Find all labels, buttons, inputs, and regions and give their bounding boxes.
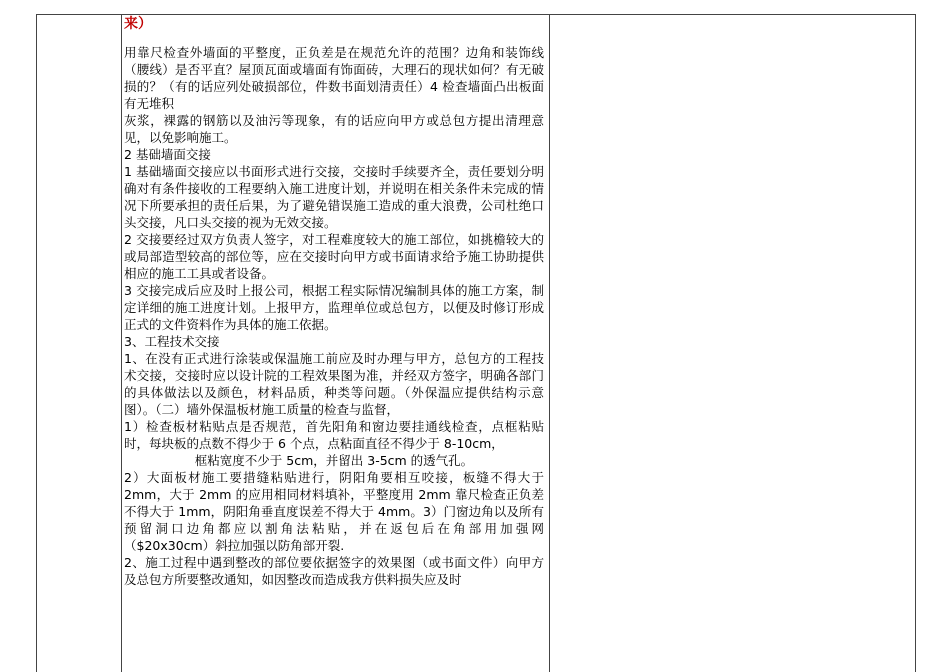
subheading: 3、工程技术交接	[124, 334, 220, 349]
paragraph-centered: 框粘宽度不少于 5cm，并留出 3-5cm 的透气孔。	[194, 453, 474, 468]
paragraph: 灰浆，裸露的钢筋以及油污等现象，有的话应向甲方或总包方提出清理意见，以免影响施工。	[124, 113, 544, 145]
paragraph: 用靠尺检查外墙面的平整度，正负差是在规范允许的范围？边角和装饰线（腰线）是否平直？屋顶瓦面或墙面有饰面砖，大理石的现状如何？有无破损的？（有的话应列处破损部位，件数书面划清责任）4 检查墙面凸出板面有无堆积	[124, 45, 544, 111]
paragraph: 1、在没有正式进行涂装或保温施工前应及时办理与甲方，总包方的工程技术交接，交接时应以设计院的工程效果图为准，并经双方签字，明确各部门的具体做法以及颜色，材料品质，种类等问题。（外保温应提供结构示意图）。（二）墙外保温板材施工质量的检查与监督，	[124, 351, 544, 417]
paragraph: 2、施工过程中遇到整改的部位要依据签字的效果图（或书面文件）向甲方及总包方所要整改通知，如因整改而造成我方供料损失应及时	[124, 555, 544, 587]
table-column-divider-left	[121, 15, 122, 672]
section-heading-fragment: 来）	[124, 16, 152, 32]
paragraph: 2 交接要经过双方负责人签字，对工程难度较大的施工部位，如挑檐较大的或局部造型较高的部位等，应在交接时向甲方或书面请求给予施工协助提供相应的施工工具或者设备。	[124, 232, 544, 281]
paragraph: 1）检查板材粘贴点是否规范，首先阳角和窗边要挂通线检查，点框粘贴时，每块板的点数不得少于 6 个点，点粘面直径不得少于 8-10cm，	[124, 419, 544, 451]
paragraph: 1 基础墙面交接应以书面形式进行交接，交接时手续要齐全，责任要划分明确对有条件接收的工程要纳入施工进度计划，并说明在相关条件未完成的情况下所要承担的责任后果，为了避免错误施工造成的重大浪费，公司杜绝口头交接，凡口头交接的视为无效交接。	[124, 164, 544, 230]
paragraph: 2）大面板材施工要措缝粘贴进行，阴阳角要相互咬接，板缝不得大于 2mm，大于 2mm 的应用相同材料填补，平整度用 2mm 靠尺检查正负差不得大于 1mm，阴阳角垂直度误差不得大于 4mm。3）门窗边角以及所有预留洞口边角都应以割角法粘贴，并在返包后在角部用加强网（$20x30cm）斜拉加强以防角部开裂.	[124, 470, 544, 553]
table-cell-content	[124, 14, 544, 588]
table-column-divider-right	[549, 15, 550, 672]
paragraph: 3 交接完成后应及时上报公司，根据工程实际情况编制具体的施工方案，制定详细的施工进度计划。上报甲方，监理单位或总包方，以便及时修订形成正式的文件资料作为具体的施工依据。	[124, 283, 544, 332]
subheading: 2 基础墙面交接	[124, 147, 211, 162]
